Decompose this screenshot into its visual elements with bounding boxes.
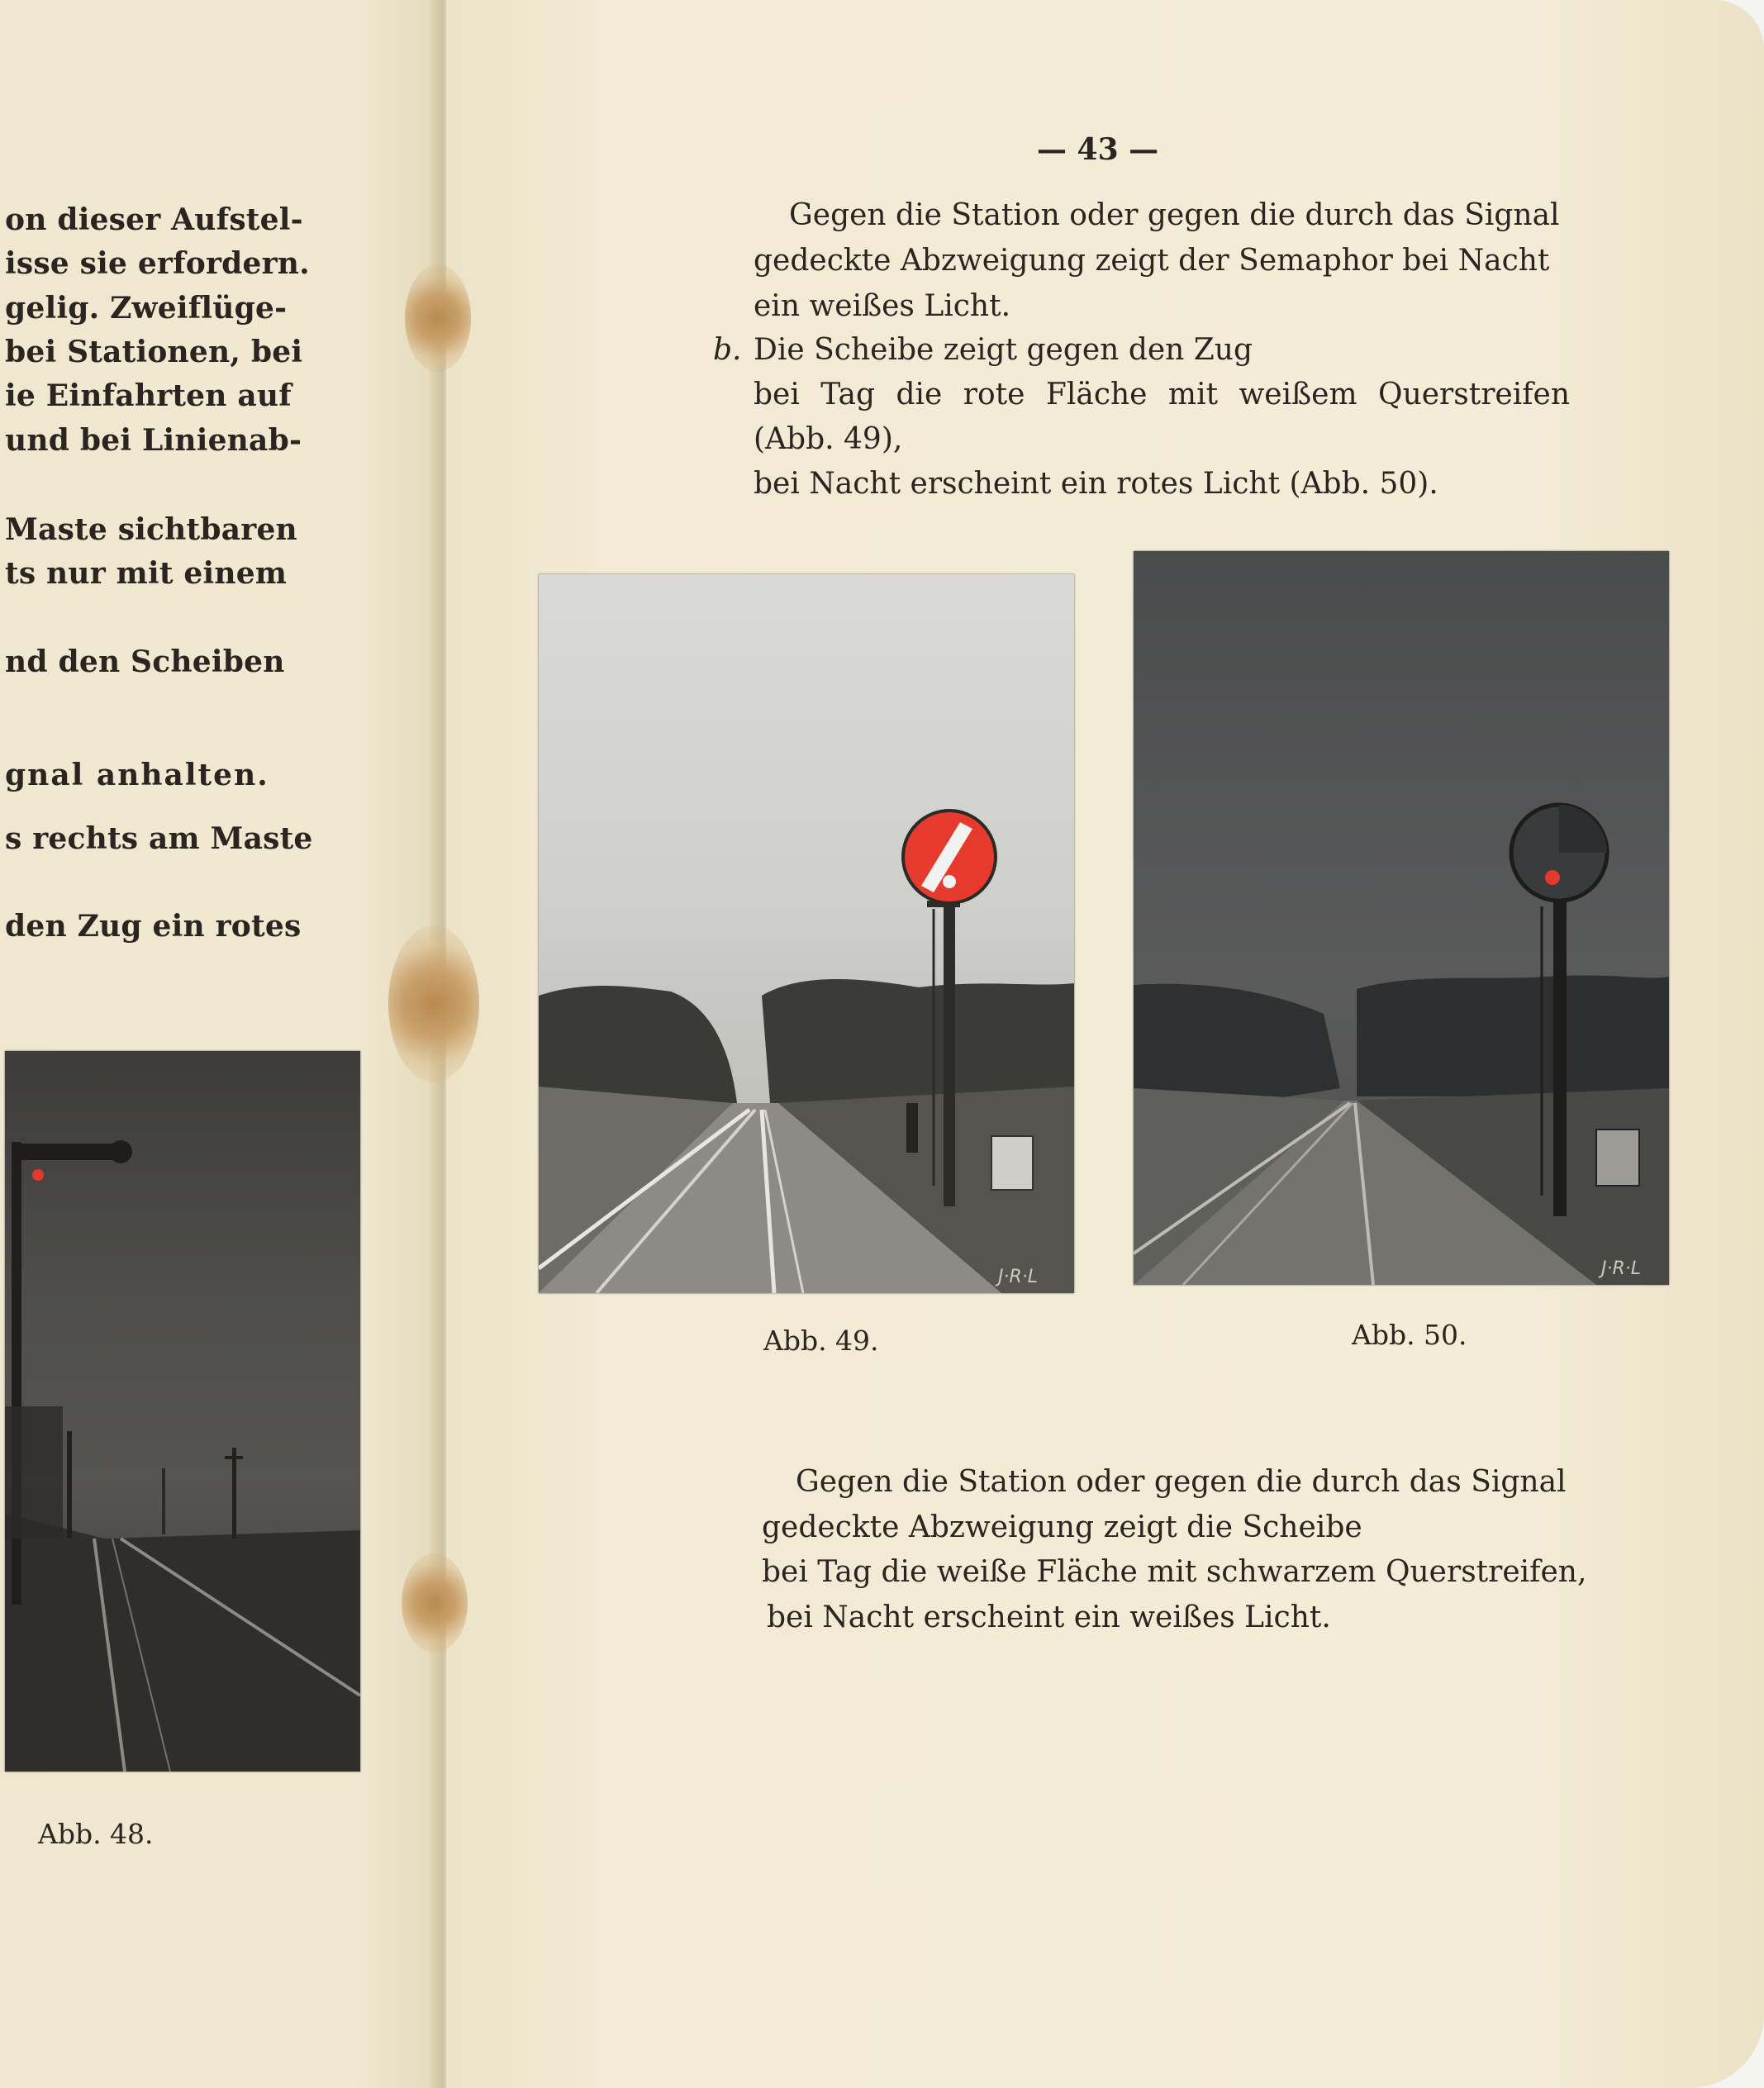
rust-stain-middle: [388, 925, 479, 1082]
para2-line-2: bei Tag die rote Fläche mit weißem Querstreifen: [754, 378, 1571, 411]
caption-abb-48: Abb. 48.: [38, 1818, 154, 1850]
para2-line-4: bei Nacht erscheint ein rotes Licht (Abb. 50).: [754, 467, 1438, 501]
left-line-12: den Zug ein rotes: [5, 909, 302, 944]
para1-line-1: Gegen die Station oder gegen die durch das Signal: [789, 198, 1560, 232]
left-line-5: ie Einfahrten auf: [5, 378, 292, 413]
night-semaphore-scene: [5, 1051, 360, 1772]
caption-abb-50: Abb. 50.: [1352, 1319, 1467, 1351]
para3-line-4: bei Nacht erscheint ein weißes Licht.: [767, 1600, 1331, 1634]
para1-line-3: ein weißes Licht.: [754, 289, 1011, 323]
left-line-6: und bei Linienab-: [5, 423, 302, 458]
photo-abb-49: [539, 574, 1074, 1293]
photo-signature-50: J·R·L: [1601, 1258, 1642, 1279]
left-line-11: s rechts am Maste: [5, 821, 313, 856]
caption-abb-49: Abb. 49.: [763, 1325, 879, 1357]
photo-signature-49: J·R·L: [998, 1267, 1039, 1287]
left-line-8: ts nur mit einem: [5, 556, 288, 591]
para2-line-1: Die Scheibe zeigt gegen den Zug: [754, 333, 1253, 367]
left-line-10: gnal anhalten.: [5, 758, 269, 792]
page-number: — 43 —: [1037, 132, 1159, 167]
left-line-4: bei Stationen, bei: [5, 335, 303, 369]
item-marker-b: b.: [713, 333, 742, 367]
left-line-2: isse sie erfordern.: [5, 246, 310, 281]
left-line-1: on dieser Aufstel-: [5, 202, 303, 237]
para2-line-3: (Abb. 49),: [754, 422, 903, 456]
para3-line-2: gedeckte Abzweigung zeigt die Scheibe: [762, 1510, 1362, 1544]
night-disc-signal-scene: [1134, 551, 1669, 1285]
left-line-7: Maste sichtbaren: [5, 512, 297, 547]
rust-stain-bottom: [402, 1553, 468, 1653]
photo-abb-48: [5, 1051, 360, 1772]
left-page: [0, 0, 442, 2088]
para1-line-2: gedeckte Abzweigung zeigt der Semaphor bei Nacht: [754, 244, 1550, 278]
photo-abb-50: [1134, 551, 1669, 1285]
left-line-3: gelig. Zweiflüge-: [5, 291, 288, 326]
rust-stain-top: [405, 264, 471, 372]
left-line-9: nd den Scheiben: [5, 644, 285, 679]
day-disc-signal-scene: [539, 574, 1074, 1293]
para3-line-1: Gegen die Station oder gegen die durch das Signal: [796, 1465, 1567, 1499]
para3-line-3: bei Tag die weiße Fläche mit schwarzem Querstreifen,: [762, 1555, 1587, 1589]
